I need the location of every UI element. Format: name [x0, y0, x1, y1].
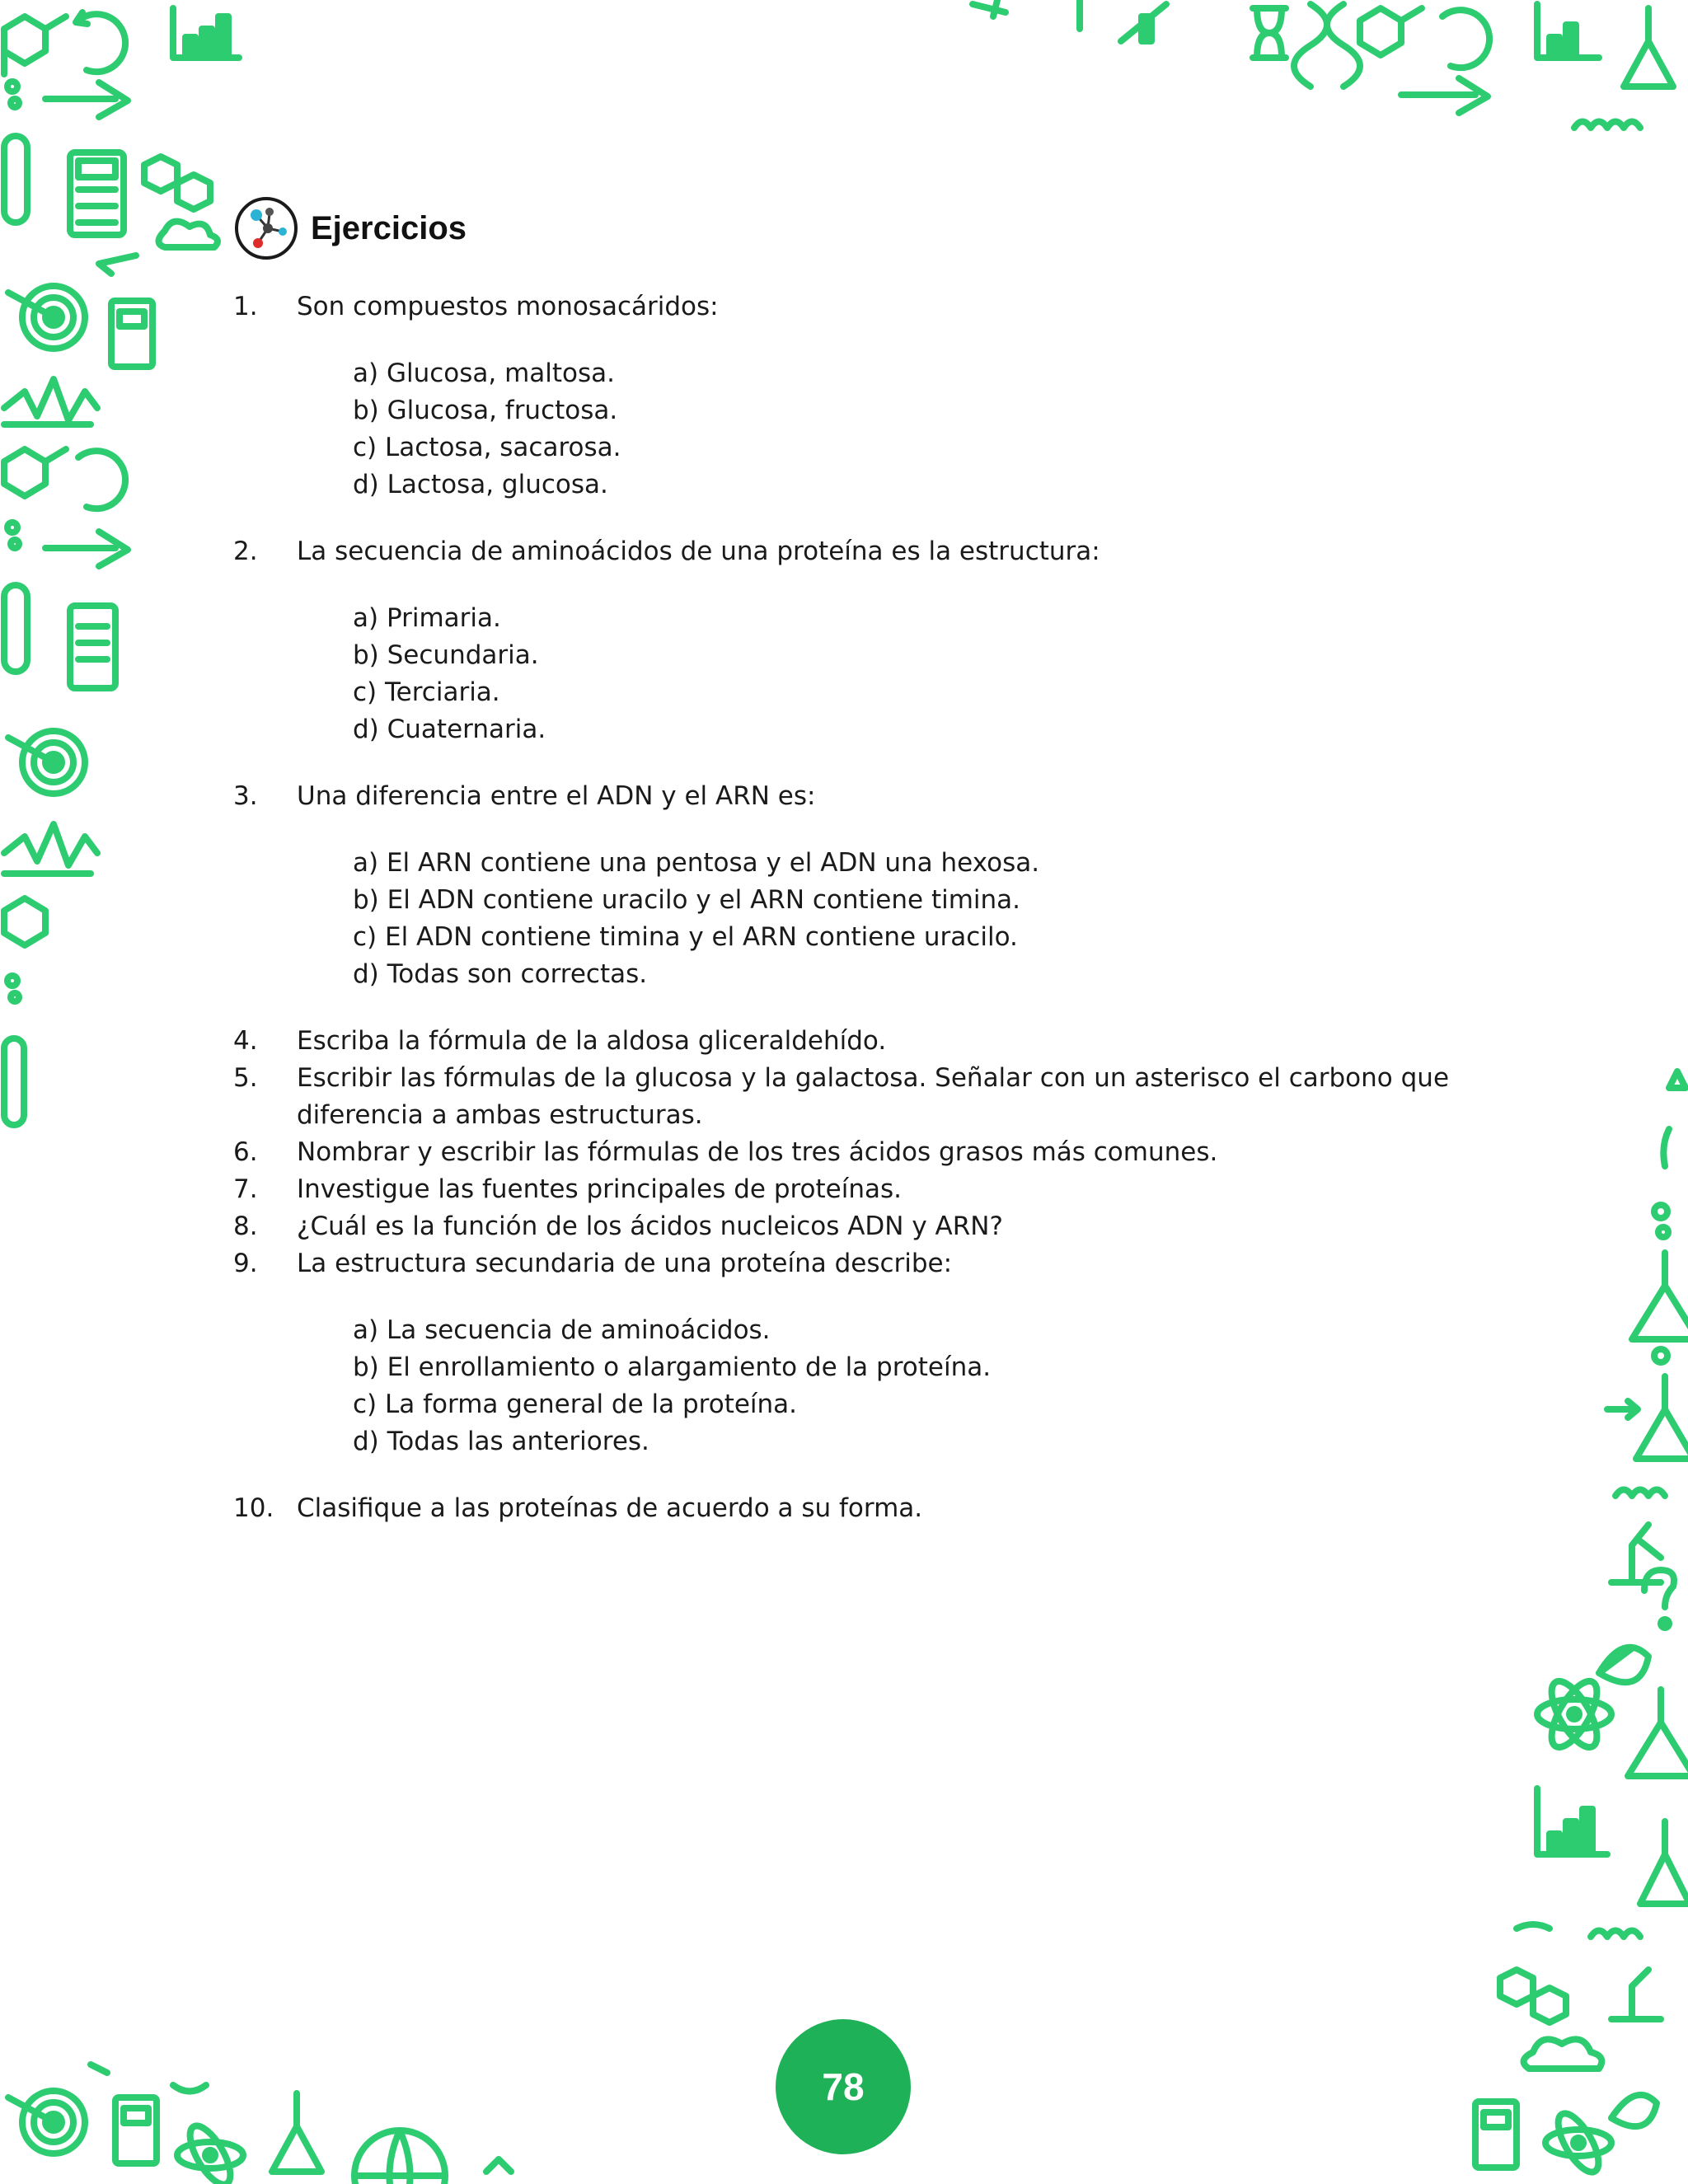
question-6: [233, 1134, 1470, 1171]
question-number: 7.: [233, 1174, 258, 1204]
question-3-options: [353, 845, 1470, 993]
question-9: [233, 1245, 1470, 1282]
question-number: 9.: [233, 1249, 258, 1278]
question-bulb-icon: [1644, 1570, 1674, 1628]
option: c) Lactosa, sacarosa.: [353, 433, 621, 462]
bottom-border-doodles: [0, 2060, 577, 2184]
option: d) Lactosa, glucosa.: [353, 470, 608, 499]
question-text: Escribir las fórmulas de la glucosa y la galactosa. Señalar con un asterisco el carbono que diferencia a ambas estructuras.: [297, 1063, 1450, 1130]
question-text: Clasifique a las proteínas de acuerdo a su forma.: [297, 1493, 923, 1523]
question-5: [233, 1060, 1470, 1134]
arrow-icon: [45, 82, 128, 117]
question-number: 4.: [233, 1026, 258, 1056]
page-title: Ejercicios: [311, 209, 467, 246]
right-border-doodles: [1434, 1047, 1688, 2184]
question-7: [233, 1171, 1470, 1208]
exercise-list: [233, 288, 1470, 1527]
question-text: ¿Cuál es la función de los ácidos nucleicos ADN y ARN?: [297, 1212, 1003, 1241]
page-number: 78: [822, 2065, 865, 2108]
cloud-icon: [1524, 2039, 1602, 2069]
target-icon: [8, 286, 85, 349]
page-number-badge: [776, 2019, 911, 2154]
question-8: [233, 1208, 1470, 1245]
left-border-doodles: [0, 0, 247, 1137]
question-1-options: [353, 355, 1470, 504]
atom-icon: [1537, 1675, 1611, 1754]
option: c) El ADN contiene timina y el ARN contiene uracilo.: [353, 922, 1018, 952]
leaf-icon: [1599, 1647, 1648, 1683]
test-tube-icon: [4, 136, 27, 223]
question-4: [233, 1023, 1470, 1060]
option: d) Todas son correctas.: [353, 959, 648, 989]
flask-icon: [1624, 8, 1673, 87]
question-text: Escriba la fórmula de la aldosa gliceraldehído.: [297, 1026, 887, 1056]
question-2: [233, 533, 1470, 570]
top-border-doodles: [940, 0, 1688, 165]
recycle-icon: [76, 12, 125, 72]
option: b) Secundaria.: [353, 640, 539, 670]
question-number: 1.: [233, 292, 258, 321]
globe-icon: [354, 2130, 445, 2184]
question-1: [233, 288, 1470, 326]
question-number: 6.: [233, 1137, 258, 1167]
question-number: 2.: [233, 537, 258, 566]
option: a) Primaria.: [353, 603, 501, 633]
question-text: Investigue las fuentes principales de proteínas.: [297, 1174, 903, 1204]
molecule-icon: [233, 195, 299, 261]
question-3: [233, 778, 1470, 815]
option: b) Glucosa, fructosa.: [353, 396, 618, 425]
bar-chart-icon: [173, 8, 239, 58]
question-number: 10.: [233, 1493, 274, 1523]
question-2-options: [353, 600, 1470, 748]
book-icon: [111, 301, 152, 367]
question-text: La estructura secundaria de una proteína describe:: [297, 1249, 953, 1278]
option: d) Todas las anteriores.: [353, 1427, 649, 1456]
question-text: La secuencia de aminoácidos de una proteína es la estructura:: [297, 537, 1100, 566]
option: a) La secuencia de aminoácidos.: [353, 1315, 771, 1345]
option: c) Terciaria.: [353, 677, 500, 707]
question-number: 5.: [233, 1063, 258, 1093]
option: d) Cuaternaria.: [353, 715, 546, 744]
question-number: 8.: [233, 1212, 258, 1241]
option: a) Glucosa, maltosa.: [353, 359, 616, 388]
dna-icon: [1294, 4, 1360, 87]
question-text: Son compuestos monosacáridos:: [297, 292, 719, 321]
question-10: [233, 1490, 1470, 1527]
option: c) La forma general de la proteína.: [353, 1390, 798, 1419]
question-9-options: [353, 1312, 1470, 1460]
question-number: 3.: [233, 781, 258, 811]
question-text: Una diferencia entre el ADN y el ARN es:: [297, 781, 816, 811]
option: b) El enrollamiento o alargamiento de la proteína.: [353, 1352, 992, 1382]
calculator-icon: [70, 152, 124, 235]
option: b) El ADN contiene uracilo y el ARN contiene timina.: [353, 885, 1021, 915]
question-text: Nombrar y escribir las fórmulas de los tres ácidos grasos más comunes.: [297, 1137, 1218, 1167]
molecule-doodle-icon: [4, 16, 66, 74]
hourglass-icon: [1253, 8, 1286, 58]
hexagon-icon: [144, 157, 210, 209]
option: a) El ARN contiene una pentosa y el ADN una hexosa.: [353, 848, 1040, 878]
section-heading: [233, 194, 467, 262]
